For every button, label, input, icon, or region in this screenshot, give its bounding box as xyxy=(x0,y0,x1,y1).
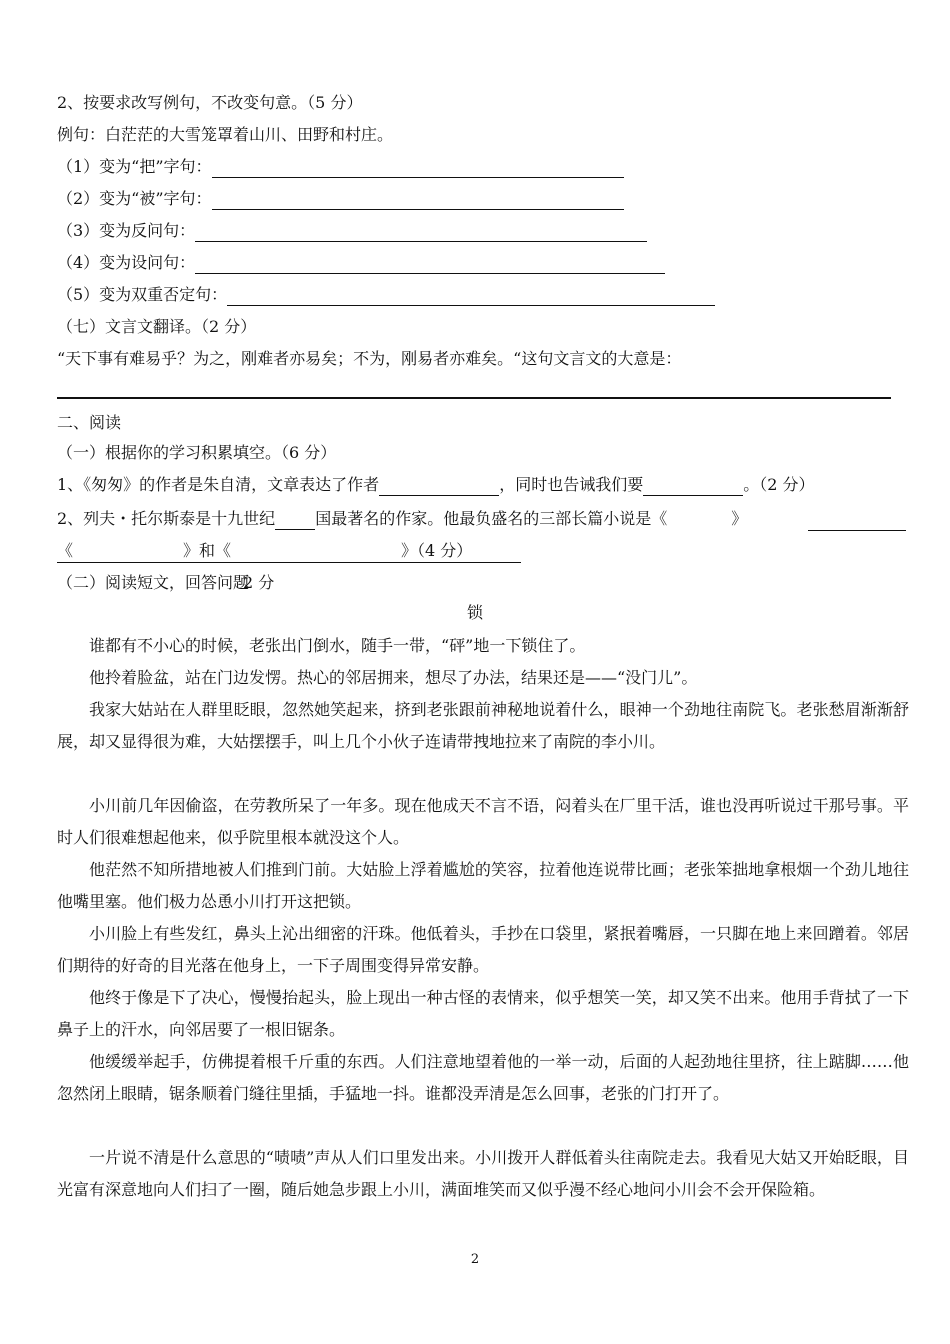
rewrite-item-1 xyxy=(57,156,624,178)
answer-blank[interactable] xyxy=(212,159,624,178)
answer-blank[interactable] xyxy=(379,477,499,496)
fill-question-2 xyxy=(57,508,747,530)
question-text: 》（4 分） xyxy=(401,541,473,560)
fill-question-1 xyxy=(57,474,814,496)
answer-blank[interactable] xyxy=(73,544,183,562)
answer-blank[interactable] xyxy=(227,287,715,306)
answer-line[interactable] xyxy=(57,397,891,399)
story-title: 锁 xyxy=(466,603,483,622)
reading-sub2-score: 2 分 xyxy=(243,573,275,592)
rewrite-item-label: （3）变为反问句： xyxy=(57,221,196,240)
answer-blank[interactable] xyxy=(275,511,315,530)
rewrite-example: 例句：白茫茫的大雪笼罩着山川、田野和村庄。 xyxy=(57,125,394,144)
question-text: 国最著名的作家。他最负盛名的三部长篇小说是 xyxy=(315,509,652,528)
story-paragraph: 他缓缓举起手，仿佛提着根千斤重的东西。人们注意地望着他的一举一动，后面的人起劲地往里挤，往上踮脚……他忽然闭上眼睛，锯条顺着门缝往里插，手猛地一抖。谁都没弄清是怎么回事，老张的门打开了。 xyxy=(57,1052,909,1103)
answer-blank[interactable] xyxy=(195,255,665,274)
answer-blank[interactable] xyxy=(667,512,731,530)
rewrite-item-label: （5）变为双重否定句： xyxy=(57,285,228,304)
classical-heading: （七）文言文翻译。（2 分） xyxy=(57,317,257,336)
reading-sub2 xyxy=(57,572,274,594)
story-paragraph: 一片说不清是什么意思的“啧啧”声从人们口里发出来。小川拨开人群低着头往南院走去。我看见大姑又开始眨眼，目光富有深意地向人们扫了一圈，随后她急步跟上小川，满面堆笑而又似乎漫不经心地问小川会不会开保险箱。 xyxy=(57,1148,909,1199)
question-text: 2、列夫・托尔斯泰是十九世纪 xyxy=(57,509,276,528)
question-text: 。（2 分） xyxy=(743,475,815,494)
story-paragraph: 他茫然不知所措地被人们推到门前。大姑脸上浮着尴尬的笑容，拉着他连说带比画；老张笨拙地拿根烟一个劲儿地往他嘴里塞。他们极力怂恿小川打开这把锁。 xyxy=(57,860,909,911)
story-paragraph: 我家大姑站在人群里眨眼，忽然她笑起来，挤到老张跟前神秘地说着什么，眼神一个劲地往南院飞。老张愁眉渐渐舒展，却又显得很为难，大姑摆摆手，叫上几个小伙子连请带拽地拉来了南院的李小川。 xyxy=(57,700,909,751)
answer-blank[interactable] xyxy=(195,223,647,242)
question-text: 》 xyxy=(731,509,748,528)
story-paragraph: 谁都有不小心的时候，老张出门倒水，随手一带，“砰”地一下锁住了。 xyxy=(89,636,586,655)
reading-sub1: （一）根据你的学习积累填空。（6 分） xyxy=(57,443,337,462)
rewrite-heading: 2、按要求改写例句，不改变句意。（5 分） xyxy=(57,93,363,112)
rewrite-item-3 xyxy=(57,220,647,242)
answer-blank[interactable] xyxy=(212,191,624,210)
story-paragraph: 小川脸上有些发红，鼻头上沁出细密的汗珠。他低着头，手抄在口袋里，紧抿着嘴唇，一只脚在地上来回蹭着。邻居们期待的好奇的目光落在他身上，一下子周围变得异常安静。 xyxy=(57,924,909,975)
answer-blank[interactable] xyxy=(231,544,401,562)
question-text: 1、《匆匆》的作者是朱自清，文章表达了作者 xyxy=(57,475,380,494)
rewrite-item-label: （2）变为“被”字句： xyxy=(57,189,212,208)
story-paragraph: 他终于像是下了决心，慢慢抬起头，脸上现出一种古怪的表情来，似乎想笑一笑，却又笑不出来。他用手背拭了一下鼻子上的汗水，向邻居要了一根旧锯条。 xyxy=(57,988,909,1039)
classical-quote: “天下事有难易乎？为之，刚难者亦易矣；不为，刚易者亦难矣。“这句文言文的大意是： xyxy=(57,349,682,368)
question-text: ，同时也告诫我们要 xyxy=(499,475,644,494)
story-paragraph: 小川前几年因偷盗，在劳教所呆了一年多。现在他成天不言不语，闷着头在厂里干活，谁也没再听说过干那号事。平时人们很难想起他来，似乎院里根本就没这个人。 xyxy=(57,796,909,847)
page-number: 2 xyxy=(470,1252,480,1267)
answer-underline xyxy=(808,530,906,531)
rewrite-item-2 xyxy=(57,188,624,210)
reading-heading: 二、阅读 xyxy=(57,413,122,432)
fill-question-2-cont xyxy=(57,540,472,562)
rewrite-item-label: （4）变为设问句： xyxy=(57,253,196,272)
answer-underline xyxy=(57,562,521,563)
rewrite-item-4 xyxy=(57,252,665,274)
story-paragraph: 他拎着脸盆，站在门边发愣。热心的邻居拥来，想尽了办法，结果还是——“没门儿”。 xyxy=(89,668,698,687)
rewrite-item-5 xyxy=(57,284,715,306)
reading-sub2-label: （二）阅读短文，回答问题 xyxy=(57,573,250,592)
answer-blank[interactable] xyxy=(643,477,743,496)
question-text: 《 xyxy=(57,541,74,560)
question-text: 》和《 xyxy=(183,541,232,560)
question-text: 《 xyxy=(651,509,668,528)
rewrite-item-label: （1）变为“把”字句： xyxy=(57,157,212,176)
